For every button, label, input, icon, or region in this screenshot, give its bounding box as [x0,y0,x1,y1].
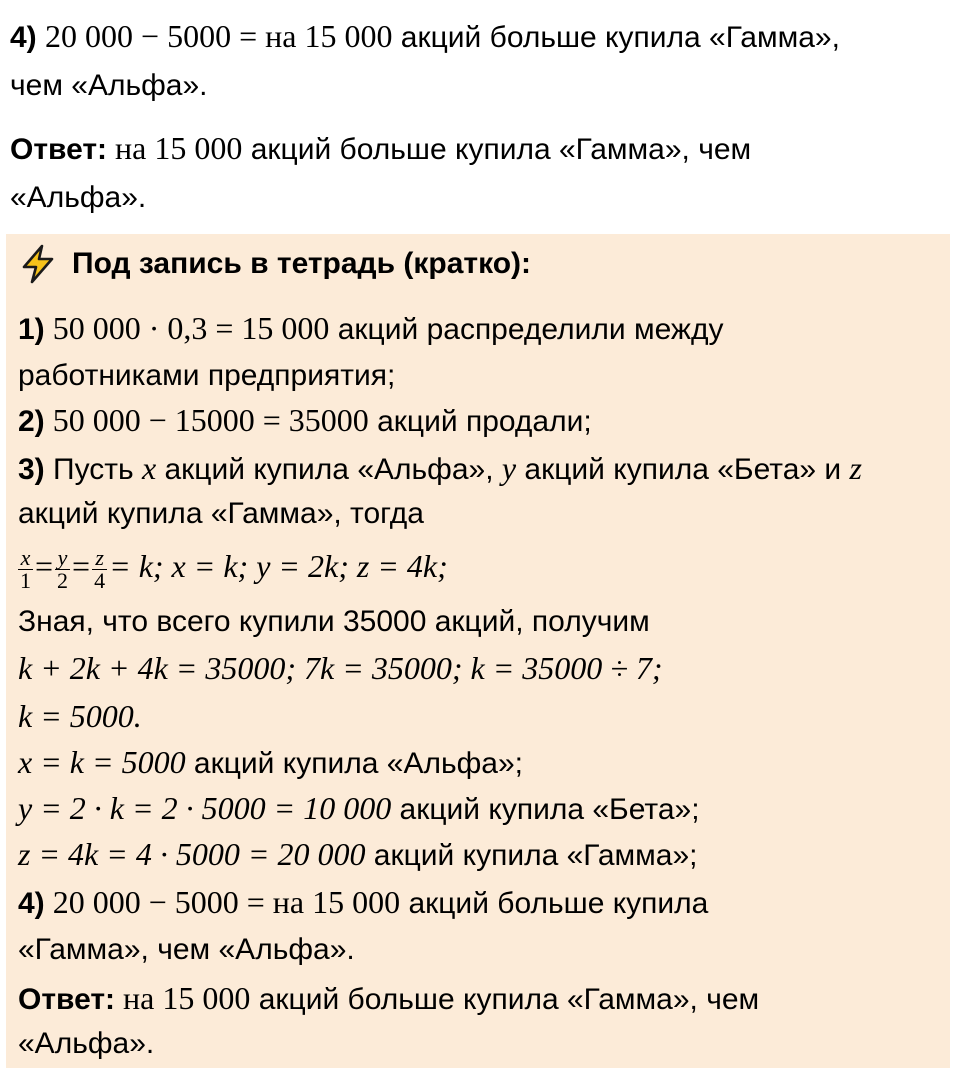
summary-step-4-line-1 [18,884,708,922]
gamma-result [18,836,698,874]
step-text: акций купила «Гамма», тогда [18,497,424,530]
math-expression: z = 4k = 4 · 5000 = 20 000 [18,836,366,872]
summary-answer-line-1 [18,980,759,1018]
step-number: 1) [18,313,45,346]
step-text: «Гамма», чем «Альфа». [18,933,355,966]
summary-step-3-line-2 [18,496,424,532]
step-text: акций продали; [368,405,592,438]
math-expression: 50 000 · 0,3 = 15 000 [44,310,330,346]
answer-text: «Альфа». [10,181,147,214]
variable-y: y [501,450,517,486]
step-text: Пусть [44,453,142,486]
summary-step-1-line-1 [18,310,724,348]
variable-x: x [141,450,157,486]
alpha-result [18,744,523,782]
step-text: чем «Альфа». [10,69,208,102]
step-text: акций купила «Альфа», [156,453,502,486]
fraction-y-over-2: $\frac{y}{2}$ [57,544,69,593]
equation-line-1 [18,650,663,688]
beta-result [18,790,700,828]
math-expression: 20 000 − 5000 = на 15 000 [44,884,401,920]
step-text: работниками предприятия; [18,359,396,392]
step-4-line-2 [10,68,208,104]
math-expression: на 15 000 [115,980,251,1016]
math-expression: k = 5000. [18,698,142,734]
ratio-equation: $\frac{x}{1}$ = $\frac{y}{2}$ = $\frac{z}{4}$ = k; x = k; y = 2k; z = 4k; [20,544,448,593]
variable-z: z [849,450,862,486]
step-4-line-1 [10,18,840,56]
summary-step-2 [18,402,592,440]
answer-label: Ответ: [18,983,116,1016]
lightning-bolt-icon [18,244,58,284]
answer-text: акций больше купила «Гамма», чем [250,983,760,1016]
answer-label: Ответ: [10,133,108,166]
math-expression: 20 000 − 5000 = на 15 000 [45,18,393,54]
step-number: 2) [18,405,45,438]
step-text: акций купила «Альфа»; [185,747,523,780]
heading-text: Под запись в тетрадь (кратко): [72,247,532,280]
step-number: 4) [10,21,37,54]
summary-answer-line-2 [18,1026,154,1062]
summary-step-4-line-2 [18,932,355,968]
summary-step-3-line-1 [18,450,862,488]
answer-line-2 [10,180,146,216]
step-text: акций распределили между [329,313,724,346]
step-text: Зная, что всего купили 35000 акций, получим [18,605,650,638]
step-text: акций больше купила [400,887,709,920]
math-expression: x = k = 5000 [18,744,186,780]
step-text: акций купила «Бета» и [516,453,850,486]
equation-line-2 [18,698,142,736]
step-text: акций больше купила «Гамма», [392,21,840,54]
math-expression: на 15 000 [107,130,243,166]
known-total-text [18,604,650,640]
fraction-z-over-4: $\frac{z}{4}$ [94,544,106,593]
answer-text: «Альфа». [18,1027,155,1060]
step-text: акций купила «Бета»; [391,793,700,826]
math-expression: = k; x = k; y = 2k; z = 4k; [109,548,448,584]
math-expression: k + 2k + 4k = 35000; 7k = 35000; k = 35000 ÷ 7; [18,650,663,686]
step-number: 3) [18,453,45,486]
fraction-x-over-1: $\frac{x}{1}$ [20,544,31,593]
step-number: 4) [18,887,45,920]
answer-text: акций больше купила «Гамма», чем [242,133,752,166]
math-expression: 50 000 − 15000 = 35000 [44,402,369,438]
math-expression: y = 2 · k = 2 · 5000 = 10 000 [18,790,392,826]
step-text: акций купила «Гамма»; [365,839,698,872]
summary-heading [72,246,531,282]
summary-step-1-line-2 [18,358,395,394]
answer-line-1 [10,130,751,168]
